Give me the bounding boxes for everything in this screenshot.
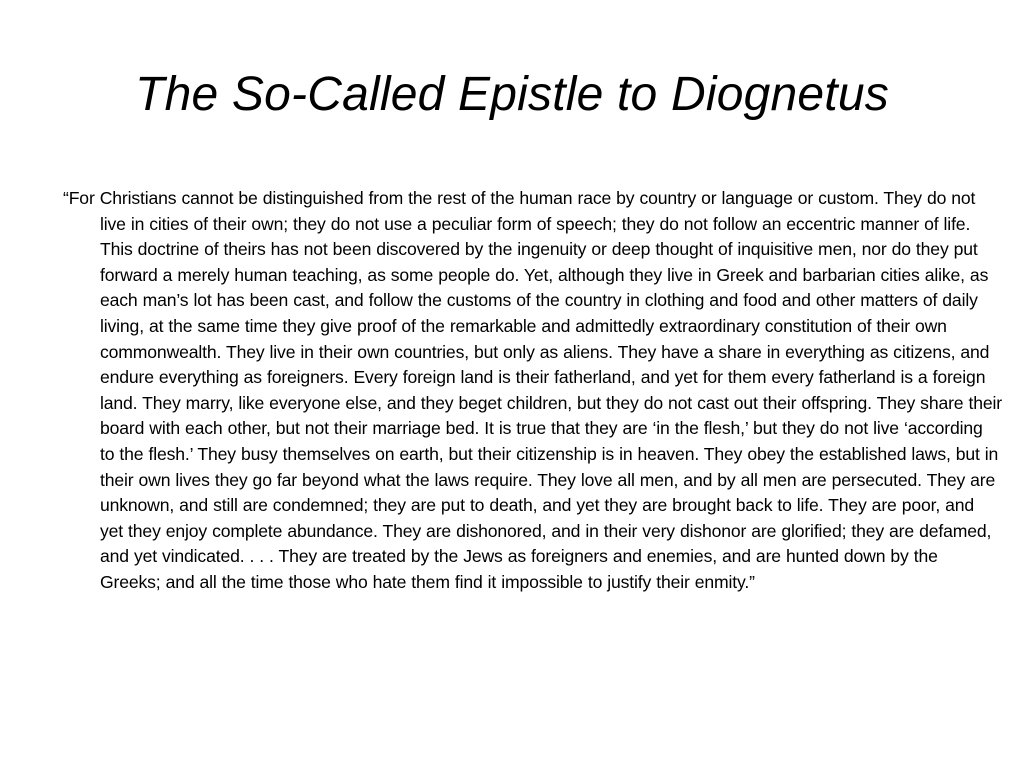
quote-paragraph: “For Christians cannot be distinguished from the rest of the human race by country or language or custom. They do not live in cities of their own; they do not use a peculiar form of speech; they do not follow an eccentric manner of life. This doctrine of theirs has not been discovered by the ingenuity or deep thought of inquisitive men, nor do they put forward a merely human teaching, as some people do. Yet, although they live in Greek and barbarian cities alike, as each man’s lot has been cast, and follow the customs of the country in clothing and food and other matters of daily living, at the same time they give proof of the remarkable and admittedly extraordinary constitution of their own commonwealth. They live in their own countries, but only as aliens. They have a share in everything as citizens, and endure everything as foreigners. Every foreign land is their fatherland, and yet for them every fatherland is a foreign land. They marry, like everyone else, and they beget children, but they do not cast out their offspring. They share their board with each other, but not their marriage bed. It is true that they are ‘in the flesh,’ but they do not live ‘according to the flesh.’ They busy themselves on earth, but their citizenship is in heaven. They obey the established laws, but in their own lives they go far beyond what the laws require. They love all men, and by all men are persecuted. They are unknown, and still are condemned; they are put to death, and yet they are brought back to life. They are poor, and yet they enjoy complete abundance. They are dishonored, and in their very dishonor are glorified; they are defamed, and yet vindicated. . . . They are treated by the Jews as foreigners and enemies, and are hunted down by the Greeks; and all the time those who hate them find it impossible to justify their enmity.”	[63, 188, 1002, 592]
slide-title: The So-Called Epistle to Diognetus	[135, 68, 889, 121]
